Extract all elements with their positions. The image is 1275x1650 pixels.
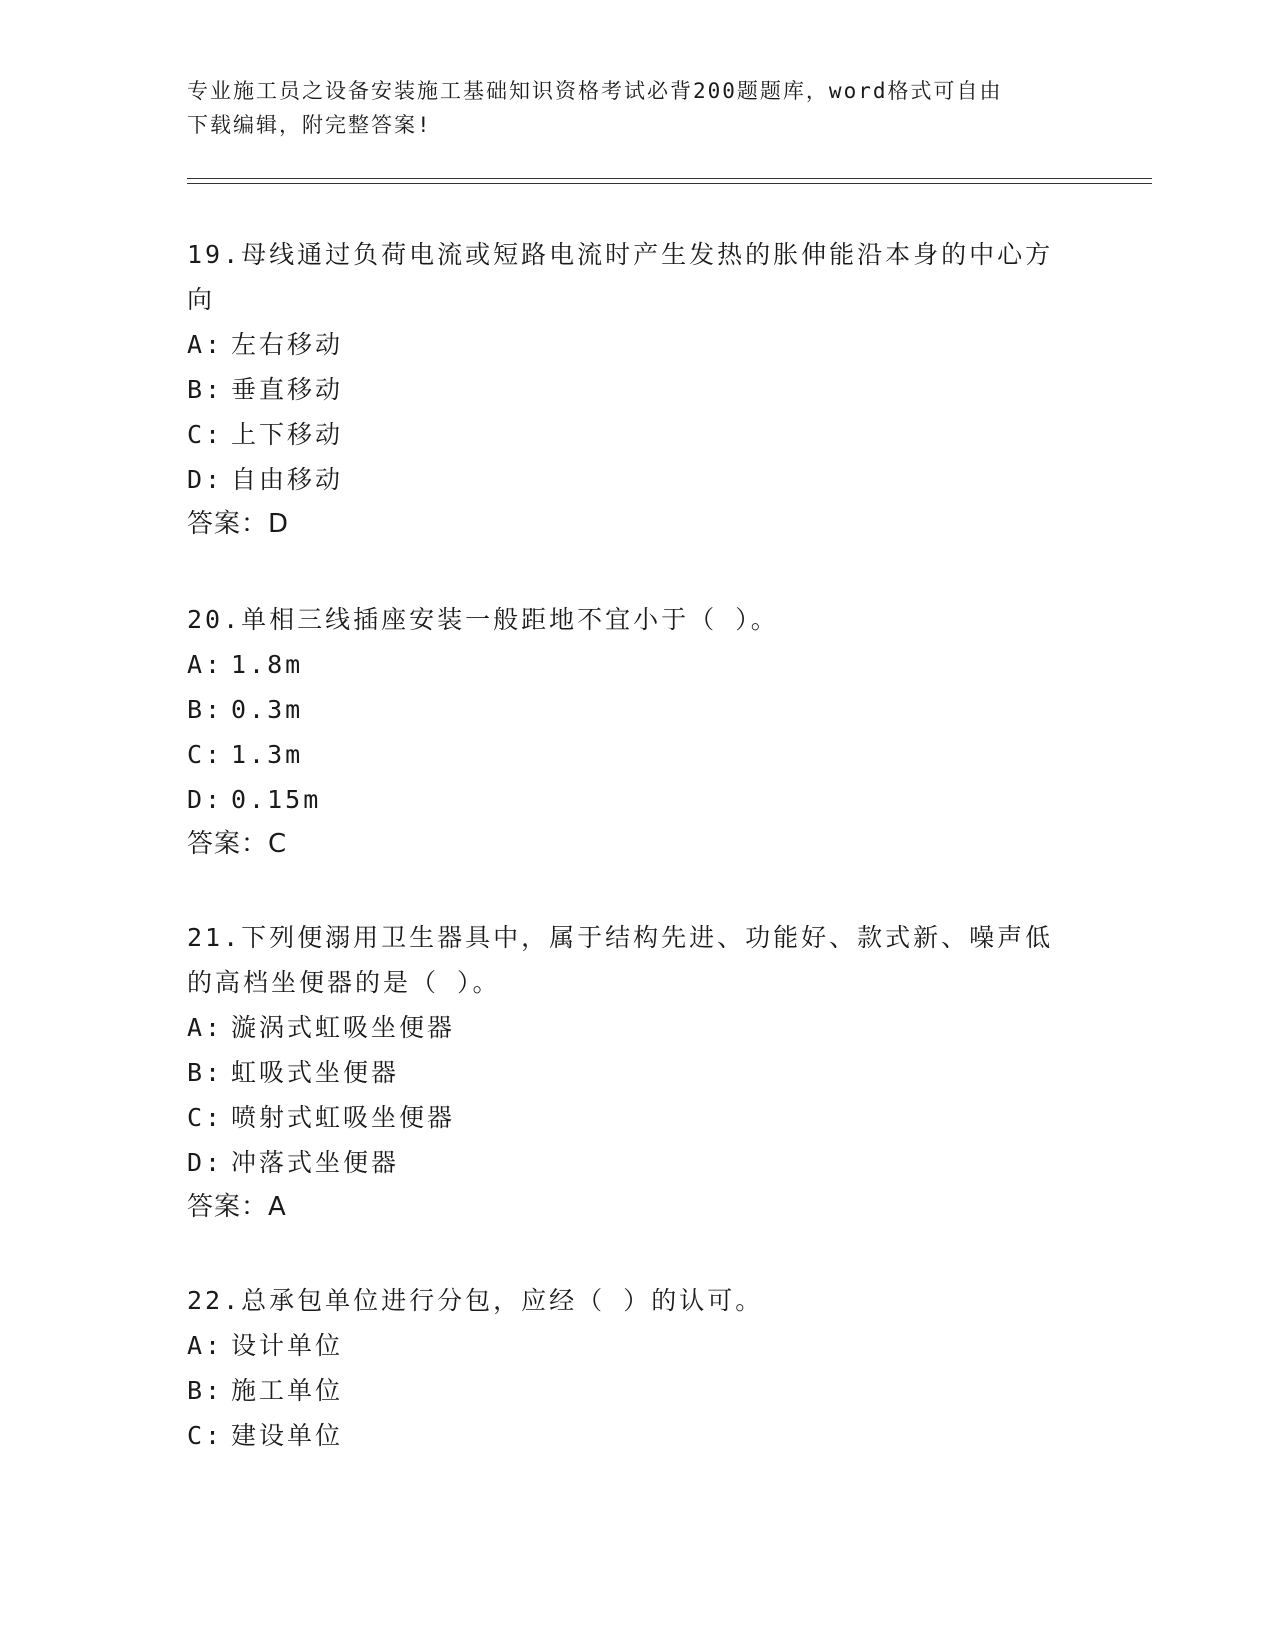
option-text: 施工单位 bbox=[231, 1376, 344, 1405]
header-line-2: 下载编辑，附完整答案! bbox=[187, 113, 432, 137]
question-stem bbox=[187, 1278, 1087, 1323]
option-a bbox=[187, 1005, 1087, 1050]
option-letter: A: bbox=[187, 330, 224, 359]
question-stem-line: 的高档坐便器的是（ ）。 bbox=[187, 968, 501, 997]
option-letter: C: bbox=[187, 1421, 224, 1450]
question-stem bbox=[187, 915, 1087, 1005]
option-letter: B: bbox=[187, 695, 224, 724]
option-text: 冲落式坐便器 bbox=[231, 1148, 400, 1177]
question-19 bbox=[187, 232, 1087, 547]
option-b bbox=[187, 1368, 1087, 1413]
option-letter: B: bbox=[187, 375, 224, 404]
option-c bbox=[187, 412, 1087, 457]
answer-line: 答案：D bbox=[187, 509, 290, 539]
option-text: 建设单位 bbox=[231, 1421, 344, 1450]
option-text: 设计单位 bbox=[231, 1331, 344, 1360]
option-letter: C: bbox=[187, 740, 224, 769]
option-text: 漩涡式虹吸坐便器 bbox=[231, 1013, 456, 1042]
question-stem bbox=[187, 232, 1087, 322]
option-text: 1.8m bbox=[231, 650, 304, 679]
question-stem-line: 19.母线通过负荷电流或短路电流时产生发热的胀伸能沿本身的中心方 bbox=[187, 240, 1054, 269]
document-header bbox=[187, 74, 1067, 142]
option-text: 0.3m bbox=[231, 695, 304, 724]
option-text: 喷射式虹吸坐便器 bbox=[231, 1103, 456, 1132]
option-text: 1.3m bbox=[231, 740, 304, 769]
header-line-1: 专业施工员之设备安装施工基础知识资格考试必背200题题库，word格式可自由 bbox=[187, 79, 1003, 103]
question-stem-line: 21.下列便溺用卫生器具中，属于结构先进、功能好、款式新、噪声低 bbox=[187, 923, 1054, 952]
option-letter: B: bbox=[187, 1376, 224, 1405]
question-stem-line: 22.总承包单位进行分包，应经（ ）的认可。 bbox=[187, 1286, 764, 1315]
option-letter: A: bbox=[187, 1331, 224, 1360]
option-d bbox=[187, 777, 1087, 822]
question-20 bbox=[187, 597, 1087, 867]
answer-line: 答案：A bbox=[187, 1192, 287, 1222]
option-letter: B: bbox=[187, 1058, 224, 1087]
option-letter: C: bbox=[187, 1103, 224, 1132]
option-letter: D: bbox=[187, 465, 224, 494]
question-22 bbox=[187, 1278, 1087, 1458]
option-text: 上下移动 bbox=[231, 420, 344, 449]
option-b bbox=[187, 367, 1087, 412]
option-text: 0.15m bbox=[231, 785, 322, 814]
option-a bbox=[187, 1323, 1087, 1368]
question-stem bbox=[187, 597, 1087, 642]
option-c bbox=[187, 732, 1087, 777]
option-text: 左右移动 bbox=[231, 330, 344, 359]
option-c bbox=[187, 1413, 1087, 1458]
option-text: 垂直移动 bbox=[231, 375, 344, 404]
option-letter: D: bbox=[187, 1148, 224, 1177]
option-b bbox=[187, 687, 1087, 732]
option-c bbox=[187, 1095, 1087, 1140]
question-21 bbox=[187, 915, 1087, 1230]
option-text: 虹吸式坐便器 bbox=[231, 1058, 400, 1087]
header-divider-bottom bbox=[187, 183, 1152, 184]
option-d bbox=[187, 1140, 1087, 1185]
option-letter: C: bbox=[187, 420, 224, 449]
option-letter: A: bbox=[187, 1013, 224, 1042]
option-a bbox=[187, 322, 1087, 367]
question-stem-line: 20.单相三线插座安装一般距地不宜小于（ ）。 bbox=[187, 605, 779, 634]
header-divider-top bbox=[187, 178, 1152, 179]
option-a bbox=[187, 642, 1087, 687]
question-stem-line: 向 bbox=[187, 285, 216, 314]
option-d bbox=[187, 457, 1087, 502]
option-letter: D: bbox=[187, 785, 224, 814]
answer-line: 答案：C bbox=[187, 829, 288, 859]
option-letter: A: bbox=[187, 650, 224, 679]
option-b bbox=[187, 1050, 1087, 1095]
option-text: 自由移动 bbox=[231, 465, 344, 494]
